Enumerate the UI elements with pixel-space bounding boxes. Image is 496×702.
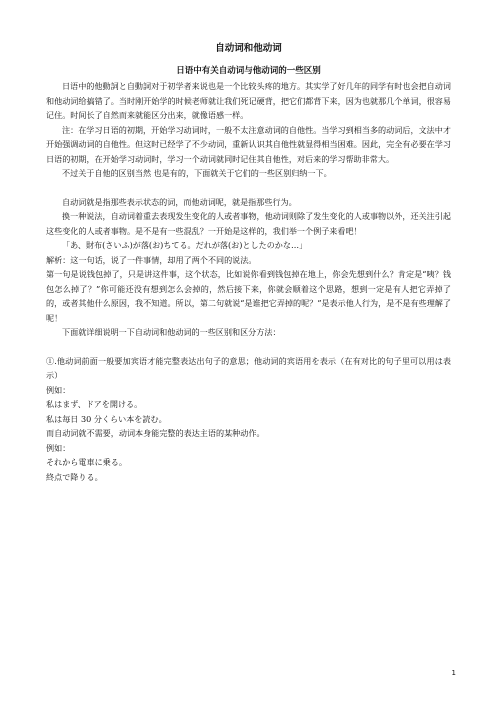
- document-subtitle: 日语中有关自动词与他动词的一些区别: [176, 66, 321, 76]
- example-sentence: 私はまず、ドアを開ける。: [46, 399, 143, 409]
- blank-line: [46, 340, 451, 354]
- paragraph-methods-intro: 下面就详细说明一下自动词和他动词的一些区别和区分方法：: [62, 327, 281, 337]
- example-sentence: 終点で降りる。: [46, 471, 103, 482]
- paragraph-explanation: 换一种说法，自动词着重去表现发生变化的人或者事物，他动词则除了发生变化的人或事物以外，还关注引起这些变化的人或者事物。是不是有一些混乱？一开始是这样的，我们举一个例子来看吧！: [46, 211, 451, 236]
- paragraph-analysis-detail: 第一句是说钱包掉了，只是讲这件事，这个状态，比如说你看到钱包掉在地上，你会先想到什么？肯定是“咦？钱包怎么掉了？”你可能还没有想到怎么会掉的，然后接下来，你就会顺着这个思路，想到一定是有人把它弄掉了的，或者其他什么原因，我不知道。所以，第二句就说“是谁把它弄掉的呢？”是表示他人行为，是不是有些理解了呢！: [46, 269, 451, 323]
- intransitive-note: 而自动词就不需要，动词本身能完整的表达主语的某种动作。: [46, 428, 265, 438]
- analysis-line: 解析：这一句话，说了一件事情，却用了两个不同的说法。: [46, 254, 257, 265]
- page-number: 1: [451, 669, 456, 677]
- example-sentence: 私は毎日 30 分くらい本を読む。: [46, 413, 167, 424]
- paragraph-summary: 不过关于自他的区别当然 也是有的，下面就关于它们的一些区别归纳一下。: [62, 168, 332, 178]
- document-title: 自动词和他动词: [215, 43, 282, 54]
- example-label: 例如：: [46, 384, 71, 395]
- example-label: 例如：: [46, 442, 71, 453]
- document-body: [46, 42, 451, 484]
- paragraph-intro: 日语中的他動詞と自動詞对于初学者来说也是一个比较头疼的地方。其实学了好几年的同学有时也会把自动词和他动词给搞错了。当时刚开始学的时候老师就让我们死记硬背，把它们都背下来，因为也就那几个单词，很容易记住。时间长了自然而来就能区分出来，就像语感一样。: [46, 81, 451, 120]
- example-sentence: それから電車に乗る。: [46, 457, 127, 467]
- paragraph-definition: 自动词就是指那些表示状态的词，而他动词呢，就是指那些行为。: [62, 196, 297, 207]
- example-quote: 「あ、財布(さいふ)が落(お)ちてる。だれが落(お)としたのかな…」: [62, 240, 308, 250]
- paragraph-note: 注：在学习日语的初期，开始学习动词时，一般不太注意动词的自他性。当学习到相当多的动词后，文法中才开始强调动词的自他性。但这时已经学了不少动词，重新认识其自他性就显得相当困难。因此，完全有必要在学习日语的初期，在开始学习动词时，学习一个动词就同时记住其自他性，对后来的学习帮助非常大。: [46, 124, 451, 164]
- point-1: ①.他动词前面一般要加宾语才能完整表达出句子的意思；他动词的宾语用を表示（在有对比的句子里可以用は表示）: [46, 355, 451, 380]
- blank-line: [46, 181, 451, 195]
